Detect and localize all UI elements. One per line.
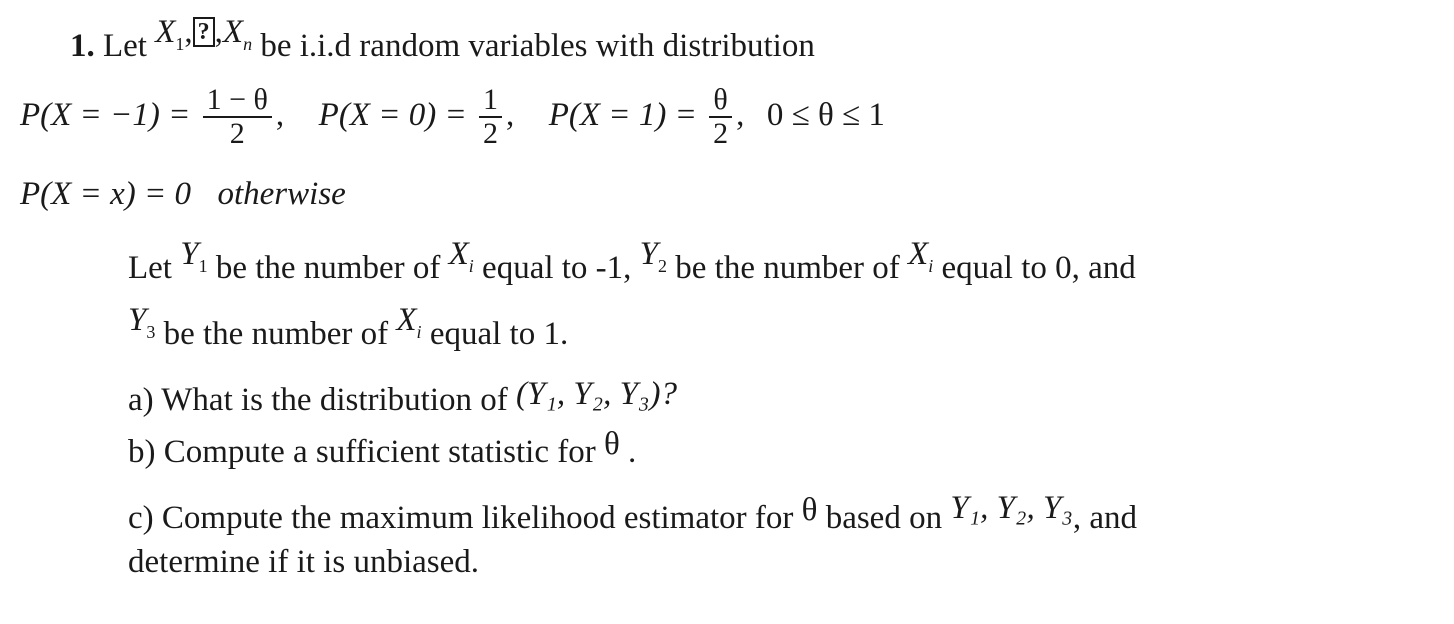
xi-symbol-group-3 [396, 302, 422, 342]
question-a-math: (Y₁, Y₂, Y₃)? [516, 376, 677, 412]
p-zero-lhs: P(X = 0) = [318, 97, 467, 133]
xi-symbol-group-2 [908, 236, 934, 276]
question-c-text: c) Compute the maximum likelihood estimator for [128, 500, 794, 536]
xi-symbol-group-1 [448, 236, 474, 276]
x-sequence [155, 14, 253, 54]
y1-subscript: 1 [198, 256, 208, 276]
xi-subscript: i [468, 256, 474, 276]
problem-number: 1. [70, 28, 95, 64]
question-c-vars: Y₁, Y₂, Y₃ [950, 490, 1073, 526]
def-text-b: equal to -1, [482, 250, 632, 286]
p-zero-fraction [479, 84, 502, 150]
def-text-a: be the number of [215, 250, 441, 286]
p-one-lhs: P(X = 1) = [548, 97, 697, 133]
def-text-d: equal to 0, and [941, 250, 1136, 286]
x1-symbol: X [155, 14, 176, 50]
question-b-end: . [628, 434, 637, 470]
question-a-text: a) What is the distribution of [128, 382, 508, 418]
question-c-end: , and [1072, 500, 1137, 536]
sep-comma-3: , [736, 97, 745, 133]
y3-subscript: 3 [146, 322, 156, 342]
question-c-theta: θ [801, 492, 818, 528]
p-one-numerator: θ [709, 84, 732, 118]
y3-symbol: Y [128, 302, 147, 338]
otherwise-word: otherwise [217, 176, 346, 212]
missing-glyph-icon: ? [193, 17, 215, 47]
p-neg1-fraction [203, 84, 272, 150]
xi-subscript: i [416, 322, 422, 342]
def-let: Let [128, 250, 172, 286]
definitions-line-2 [128, 302, 569, 358]
intro-let: Let [103, 28, 147, 64]
pmf-line [20, 80, 885, 152]
def-text-c: be the number of [675, 250, 900, 286]
xi-symbol: X [396, 302, 417, 338]
xi-subscript: i [928, 256, 934, 276]
p-zero-numerator: 1 [479, 84, 502, 118]
xn-symbol: X [222, 14, 244, 50]
question-b-theta: θ [603, 426, 620, 462]
x1-subscript: 1 [175, 34, 185, 54]
question-b-text: b) Compute a sufficient statistic for [128, 434, 596, 470]
p-neg1-lhs: P(X = −1) = [20, 97, 191, 133]
xn-subscript: n [243, 34, 253, 54]
theta-constraint: 0 ≤ θ ≤ 1 [766, 97, 885, 133]
question-c-line2: determine if it is unbiased. [128, 544, 479, 580]
question-c-continuation [128, 542, 479, 582]
otherwise-line [20, 174, 346, 214]
intro-rest: be i.i.d random variables with distribution [260, 28, 815, 64]
question-c-mid: based on [825, 500, 943, 536]
p-one-denominator: 2 [713, 117, 729, 151]
question-a [128, 376, 677, 420]
comma-1: , [184, 14, 193, 50]
y1-symbol: Y [180, 236, 199, 272]
y2-symbol-group [639, 236, 668, 276]
xi-symbol: X [908, 236, 929, 272]
sep-comma-1: , [275, 97, 285, 133]
p-zero-denominator: 2 [483, 117, 498, 151]
comma-2: , [214, 14, 223, 50]
p-one-fraction [709, 84, 732, 150]
definitions-line-1 [128, 236, 1136, 292]
xi-symbol: X [448, 236, 469, 272]
problem-intro [70, 14, 815, 70]
p-neg1-denominator: 2 [229, 117, 245, 151]
def-text-e: be the number of [163, 316, 389, 352]
question-b [128, 426, 637, 472]
y2-symbol: Y [639, 236, 659, 272]
y2-subscript: 2 [658, 256, 668, 276]
p-neg1-numerator: 1 − θ [203, 84, 272, 118]
y1-symbol-group [180, 236, 208, 276]
def-text-f: equal to 1. [429, 316, 569, 352]
otherwise-lhs: P(X = x) = 0 [20, 176, 191, 212]
sep-comma-2: , [506, 97, 515, 133]
y3-symbol-group [128, 302, 156, 342]
question-c [128, 490, 1137, 538]
